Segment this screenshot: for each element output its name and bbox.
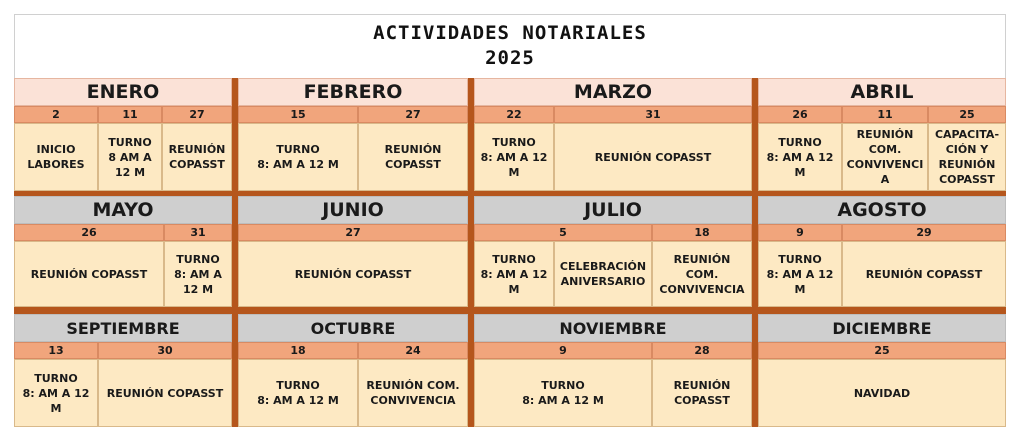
month-header-enero: ENERO [14, 78, 232, 106]
day-number: 9 [758, 224, 842, 241]
day-number: 5 [474, 224, 652, 241]
activity-cell: REUNIÓN COPASST [358, 123, 468, 191]
day-number: 27 [238, 224, 468, 241]
activity-cell: TURNO 8: AM A 12 M [14, 359, 98, 427]
activity-cell: CAPACITA- CIÓN Y REUNIÓN COPASST [928, 123, 1006, 191]
activity-cell: REUNIÓN COPASST [652, 359, 752, 427]
activity-cell: TURNO 8 AM A 12 M [98, 123, 162, 191]
day-number: 31 [164, 224, 232, 241]
month-header-marzo: MARZO [474, 78, 752, 106]
month-header-junio: JUNIO [238, 196, 468, 224]
activity-cell: REUNIÓN COM. CONVIVENCIA [358, 359, 468, 427]
month-header-noviembre: NOVIEMBRE [474, 314, 752, 342]
day-number: 9 [474, 342, 652, 359]
day-number: 27 [358, 106, 468, 123]
day-number: 25 [928, 106, 1006, 123]
day-number: 30 [98, 342, 232, 359]
activity-cell: TURNO 8: AM A 12 M [474, 123, 554, 191]
day-number: 18 [238, 342, 358, 359]
activity-cell: REUNIÓN COM. CONVIVENCI A [842, 123, 928, 191]
page-title [14, 14, 1006, 78]
activity-cell: REUNIÓN COPASST [162, 123, 232, 191]
year-text: 2025 [485, 47, 535, 69]
day-number: 28 [652, 342, 752, 359]
month-header-diciembre: DICIEMBRE [758, 314, 1006, 342]
day-number: 2 [14, 106, 98, 123]
day-number: 29 [842, 224, 1006, 241]
activity-cell: TURNO 8: AM A 12 M [474, 241, 554, 307]
day-number: 31 [554, 106, 752, 123]
activity-cell: INICIO LABORES [14, 123, 98, 191]
month-header-julio: JULIO [474, 196, 752, 224]
activity-cell: TURNO 8: AM A 12 M [758, 241, 842, 307]
activity-cell: TURNO 8: AM A 12 M [238, 359, 358, 427]
day-number: 11 [98, 106, 162, 123]
day-number: 26 [758, 106, 842, 123]
month-header-octubre: OCTUBRE [238, 314, 468, 342]
title-text: ACTIVIDADES NOTARIALES [373, 22, 647, 44]
activity-cell: NAVIDAD [758, 359, 1006, 427]
activity-cell: CELEBRACIÓN ANIVERSARIO [554, 241, 652, 307]
month-header-mayo: MAYO [14, 196, 232, 224]
day-number: 22 [474, 106, 554, 123]
calendar-grid [14, 78, 1006, 415]
activity-cell: TURNO 8: AM A 12 M [474, 359, 652, 427]
day-number: 15 [238, 106, 358, 123]
activity-cell: REUNIÓN COPASST [554, 123, 752, 191]
activity-cell: REUNIÓN COPASST [14, 241, 164, 307]
day-number: 24 [358, 342, 468, 359]
activity-cell: REUNIÓN COM. CONVIVENCIA [652, 241, 752, 307]
day-number: 18 [652, 224, 752, 241]
activity-cell: TURNO 8: AM A 12 M [758, 123, 842, 191]
activity-cell: TURNO 8: AM A 12 M [164, 241, 232, 307]
month-header-agosto: AGOSTO [758, 196, 1006, 224]
activity-cell: TURNO 8: AM A 12 M [238, 123, 358, 191]
month-header-febrero: FEBRERO [238, 78, 468, 106]
day-number: 25 [758, 342, 1006, 359]
activity-cell: REUNIÓN COPASST [238, 241, 468, 307]
activity-cell: REUNIÓN COPASST [842, 241, 1006, 307]
activity-cell: REUNIÓN COPASST [98, 359, 232, 427]
day-number: 13 [14, 342, 98, 359]
day-number: 26 [14, 224, 164, 241]
row-separator [14, 307, 1006, 314]
day-number: 11 [842, 106, 928, 123]
day-number: 27 [162, 106, 232, 123]
month-header-abril: ABRIL [758, 78, 1006, 106]
month-header-septiembre: SEPTIEMBRE [14, 314, 232, 342]
